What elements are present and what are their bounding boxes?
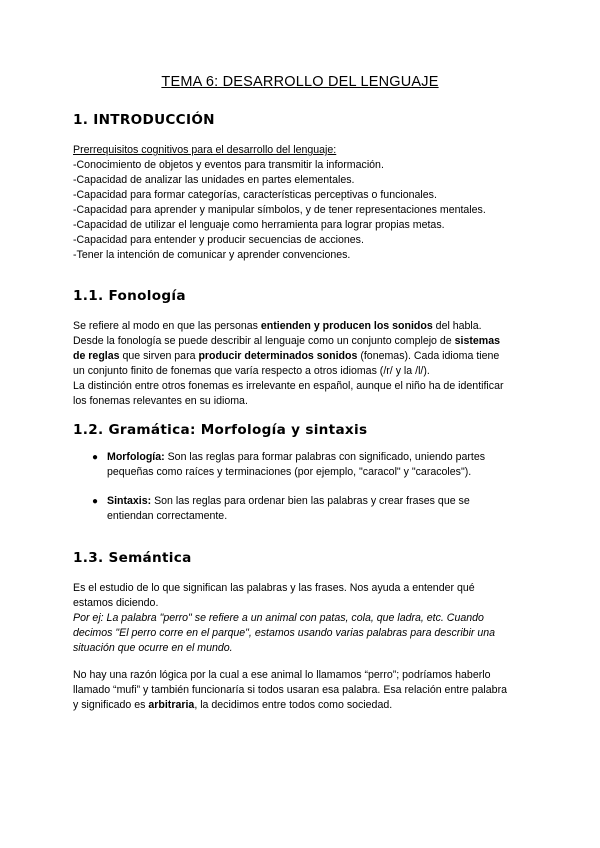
bullet-icon: ● [92,452,99,463]
example-line: decimos "El perro corre en el parque", estamos usando varias palabras para describir una [73,627,496,639]
paragraph-line: Desde la fonología se puede describir al lenguaje como un conjunto complejo de sistemas [73,335,500,347]
paragraph-line: Es el estudio de lo que significan las palabras y las frases. Nos ayuda a entender qué [73,582,475,594]
paragraph-line: estamos diciendo. [73,597,159,609]
introduccion-text [73,143,543,263]
semantica-text [73,581,543,656]
paragraph-line: Sintaxis: Son las reglas para ordenar bien las palabras y crear frases que se [107,495,470,507]
fonologia-text [73,319,543,409]
example-line: situación que ocurre en el mundo. [73,642,233,654]
list-item: -Capacidad de analizar las unidades en partes elementales. [73,174,355,186]
paragraph-line: Se refiere al modo en que las personas entienden y producen los sonidos del habla. [73,320,482,332]
paragraph-line: entiendan correctamente. [107,510,228,522]
document-title: TEMA 6: DESARROLLO DEL LENGUAJE [161,74,439,90]
sintaxis-item [107,494,547,524]
heading-fonologia: 1.1. Fonología [73,288,186,304]
paragraph-line: llamado “mufi” y también funcionaría si todos usaran esa palabra. Esa relación entre palabra [73,684,507,696]
list-item: -Capacidad para formar categorías, características perceptivas o funcionales. [73,189,437,201]
list-item: -Capacidad para entender y producir secuencias de acciones. [73,234,364,246]
paragraph-line: La distinción entre otros fonemas es irrelevante en español, aunque el niño ha de identificar [73,380,504,392]
paragraph-line: Morfología: Son las reglas para formar palabras con significado, uniendo partes [107,451,486,463]
list-item: -Conocimiento de objetos y eventos para transmitir la información. [73,159,384,171]
list-item: -Capacidad para aprender y manipular símbolos, y de tener representaciones mentales. [73,204,486,216]
morfologia-item [107,450,547,480]
list-item: -Capacidad de utilizar el lenguaje como herramienta para lograr propias metas. [73,219,445,231]
bullet-icon: ● [92,496,99,507]
heading-semantica: 1.3. Semántica [73,550,192,566]
semantica-text-2 [73,668,543,713]
paragraph-line: los fonemas relevantes en su idioma. [73,395,248,407]
paragraph-line: pequeñas como raíces y terminaciones (por ejemplo, "caracol" y "caracoles"). [107,466,472,478]
paragraph-line: No hay una razón lógica por la cual a ese animal lo llamamos “perro”; podríamos haberlo [73,669,491,681]
heading-gramatica: 1.2. Gramática: Morfología y sintaxis [73,422,368,438]
paragraph-line: un conjunto finito de fonemas que varía respecto a otros idiomas (/r/ y la /l/). [73,365,430,377]
example-line: Por ej: La palabra "perro" se refiere a un animal con patas, cola, que ladra, etc. Cuando [73,612,484,624]
paragraph-line: y significado es arbitraria, la decidimos entre todos como sociedad. [73,699,393,711]
prerequisites-label: Prerrequisitos cognitivos para el desarrollo del lenguaje: [73,144,337,156]
heading-introduccion: 1. INTRODUCCIÓN [73,112,215,128]
list-item: -Tener la intención de comunicar y aprender convenciones. [73,249,351,261]
paragraph-line: de reglas que sirven para producir determinados sonidos (fonemas). Cada idioma tiene [73,350,500,362]
